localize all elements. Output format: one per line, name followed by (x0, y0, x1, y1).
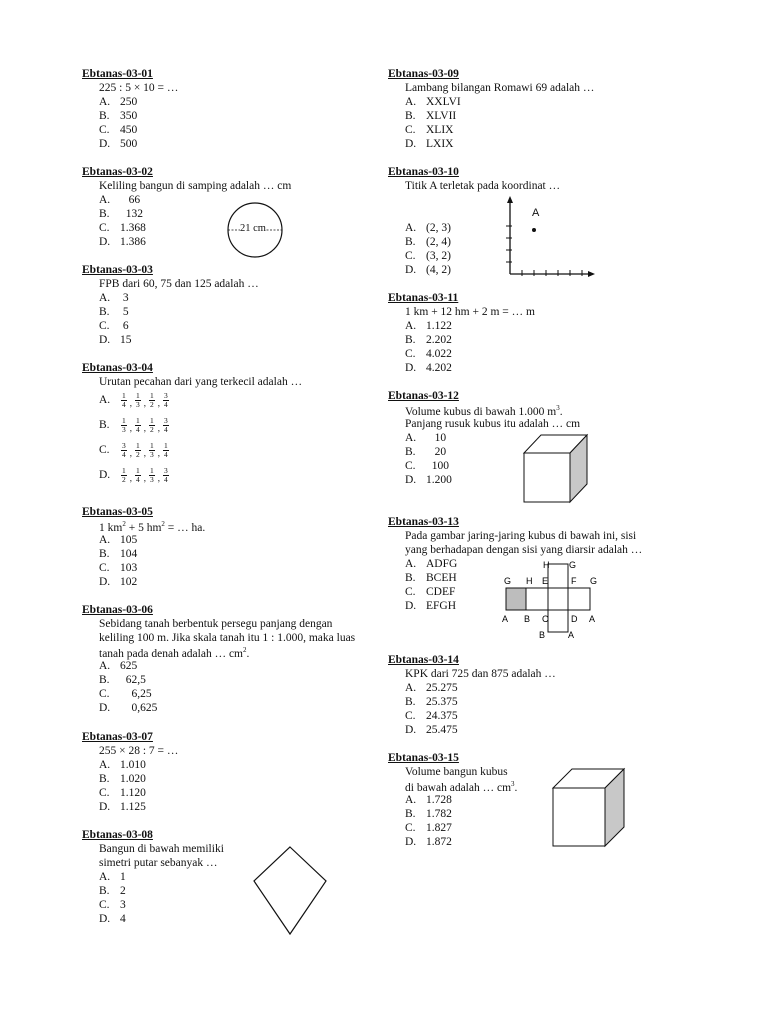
option-a: A. 66 (99, 194, 141, 206)
option-d: D. 0,625 (99, 702, 158, 714)
option-a: A. 105 (99, 534, 138, 546)
option-b: B. 62,5 (99, 674, 146, 686)
question-stem: 1 km + 12 hm + 2 m = … m (405, 306, 535, 318)
question-title: Ebtanas-03-15 (388, 752, 459, 764)
cube-net-figure (496, 560, 616, 644)
option-b: B. (2, 4) (405, 236, 451, 248)
net-face-4 (568, 588, 590, 610)
label-b-bot: B (524, 614, 531, 624)
question-stem: 255 × 28 : 7 = … (99, 745, 179, 757)
question-title: Ebtanas-03-06 (82, 604, 153, 616)
fraction: $\frac{3}{4}$ (164, 391, 168, 409)
label-d-bot: D (571, 614, 578, 624)
label-g-top: G (569, 560, 577, 570)
fraction: $\frac{1}{2}$ (122, 466, 126, 484)
question-stem-line-2: keliling 100 m. Jika skala tanah itu 1 : 1.000, maka luas (99, 632, 356, 644)
net-face-top (548, 564, 568, 588)
option-d: D. LXIX (405, 138, 454, 150)
question-title: Ebtanas-03-09 (388, 68, 459, 80)
circle-diameter-label: 21 cm (240, 223, 266, 234)
option-c: C. 6,25 (99, 688, 152, 700)
option-c: C. 103 (99, 562, 138, 574)
option-b: B. BCEH (405, 572, 457, 584)
option-d: D. 1.872 (405, 836, 452, 848)
question-stem-line-2: di bawah adalah … $cm^3$. (405, 780, 518, 794)
option-d: D. 1.200 (405, 474, 452, 486)
x-ticks (522, 270, 582, 276)
question-title: Ebtanas-03-11 (388, 292, 459, 304)
label-g-right: G (590, 576, 598, 586)
label-b-low: B (539, 630, 546, 640)
question-stem: Titik A terletak pada koordinat … (405, 180, 561, 192)
option-c: C. 100 (405, 460, 449, 472)
net-face-3 (548, 588, 568, 610)
option-b: B. 5 (99, 306, 129, 318)
option-a: A. ADFG (405, 558, 458, 570)
option-c: C. 6 (99, 320, 129, 332)
label-e-mid: E (542, 576, 549, 586)
question-title: Ebtanas-03-14 (388, 654, 459, 666)
option-d: D. 25.475 (405, 724, 458, 736)
option-c: C. 450 (99, 124, 138, 136)
question-stem: Keliling bangun di samping adalah … cm (99, 180, 292, 192)
option-b: B. 1.020 (99, 773, 146, 785)
coordinate-grid (500, 196, 596, 280)
option-b: B. 20 (405, 446, 447, 458)
question-stem-line-1: Sebidang tanah berbentuk persegu panjang dengan (99, 618, 333, 630)
question-stem: 1 $km^2 + 5$ $hm^2$ = … ha. (99, 520, 206, 534)
option-b: B. 132 (99, 208, 143, 220)
option-b: B. 1.782 (405, 808, 452, 820)
option-a: A. 1.122 (405, 320, 452, 332)
fraction: $\frac{3}{4}$ (164, 416, 168, 434)
option-c: C. (3, 2) (405, 250, 451, 262)
question-stem-line-2: simetri putar sebanyak … (99, 857, 218, 869)
fraction: $\frac{1}{4}$ (164, 441, 168, 459)
option-c: C. 1.368 (99, 222, 146, 234)
question-title: Ebtanas-03-13 (388, 516, 459, 528)
label-c-bot: C (542, 614, 549, 624)
cube-figure (552, 768, 628, 850)
label-g-left: G (504, 576, 512, 586)
option-d: D. 500 (99, 138, 138, 150)
question-title: Ebtanas-03-12 (388, 390, 459, 402)
option-a: A. XXLVI (405, 96, 461, 108)
question-title: Ebtanas-03-08 (82, 829, 153, 841)
option-c: C. 4.022 (405, 348, 452, 360)
option-a: A. 25.275 (405, 682, 458, 694)
fraction: $\frac{1}{2}$ (150, 391, 154, 409)
question-title: Ebtanas-03-10 (388, 166, 459, 178)
question-stem: Lambang bilangan Romawi 69 adalah … (405, 82, 595, 94)
option-d: D. 4.202 (405, 362, 452, 374)
net-face-bottom (548, 610, 568, 632)
y-axis-arrow (507, 196, 513, 203)
cube-front (524, 453, 570, 502)
point-a (532, 228, 536, 232)
option-b: B. 25.375 (405, 696, 458, 708)
option-c: C. 3 (99, 899, 126, 911)
option-d: D. (4, 2) (405, 264, 451, 276)
option-c: C. 1.120 (99, 787, 146, 799)
fraction: $\frac{1}{2}$ (150, 416, 154, 434)
option-a: A. 250 (99, 96, 138, 108)
question-stem: KPK dari 725 dan 875 adalah … (405, 668, 556, 680)
option-d: D. $\frac{1}{2}$ $_,$ $\frac{1}{4}$ $_,$ $\frac{1}{3}$ $_,$ $\frac{3}{4}$ (99, 466, 168, 484)
option-a: A. 1.010 (99, 759, 146, 771)
fraction: $\frac{1}{2}$ (136, 441, 140, 459)
question-stem-line-1: Volume bangun kubus (405, 766, 508, 778)
question-title: Ebtanas-03-04 (82, 362, 153, 374)
label-h-top: H (543, 560, 550, 570)
option-b: B. $\frac{1}{3}$ $_,$ $\frac{1}{4}$ $_,$ $\frac{1}{2}$ $_,$ $\frac{3}{4}$ (99, 416, 168, 434)
fraction: $\frac{1}{4}$ (136, 416, 140, 434)
question-title: Ebtanas-03-03 (82, 264, 153, 276)
y-ticks (506, 226, 512, 262)
fraction: $\frac{3}{4}$ (164, 466, 168, 484)
option-d: D. 15 (99, 334, 132, 346)
option-c: C. $\frac{3}{4}$ $_,$ $\frac{1}{2}$ $_,$ $\frac{1}{3}$ $_,$ $\frac{1}{4}$ (99, 441, 168, 459)
option-d: D. EFGH (405, 600, 457, 612)
option-a: A. 10 (405, 432, 447, 444)
option-b: B. XLVII (405, 110, 457, 122)
net-face-2 (526, 588, 548, 610)
option-c: C. XLIX (405, 124, 454, 136)
label-h-mid: H (526, 576, 533, 586)
option-a: A. 3 (99, 292, 129, 304)
option-d: D. 102 (99, 576, 138, 588)
option-c: C. 1.827 (405, 822, 452, 834)
option-d: D. 1.386 (99, 236, 146, 248)
question-stem-line-3: tanah pada denah adalah … $cm^2$. (99, 646, 250, 660)
option-a: A. 1.728 (405, 794, 452, 806)
option-c: C. CDEF (405, 586, 456, 598)
fraction: $\frac{1}{3}$ (136, 391, 140, 409)
fraction: $\frac{1}{4}$ (136, 466, 140, 484)
option-a: A. (2, 3) (405, 222, 451, 234)
fraction: $\frac{1}{3}$ (150, 466, 154, 484)
question-stem-line-2: yang berhadapan dengan sisi yang diarsir adalah … (405, 544, 643, 556)
question-stem-line-1: Bangun di bawah memiliki (99, 843, 224, 855)
cube-front (553, 788, 605, 846)
kite-shape (254, 847, 326, 934)
question-title: Ebtanas-03-01 (82, 68, 153, 80)
x-axis-arrow (588, 271, 595, 277)
net-face-shaded (506, 588, 526, 610)
option-b: B. 350 (99, 110, 138, 122)
option-b: B. 2 (99, 885, 126, 897)
question-title: Ebtanas-03-07 (82, 731, 153, 743)
option-d: D. 4 (99, 913, 126, 925)
label-a-left: A (502, 614, 509, 624)
question-stem: Urutan pecahan dari yang terkecil adalah … (99, 376, 303, 388)
label-a-right: A (589, 614, 596, 624)
label-a-low: A (568, 630, 575, 640)
option-c: C. 24.375 (405, 710, 458, 722)
option-a: A. $\frac{1}{4}$ $_,$ $\frac{1}{3}$ $_,$ $\frac{1}{2}$ $_,$ $\frac{3}{4}$ (99, 391, 168, 409)
question-stem: FPB dari 60, 75 dan 125 adalah … (99, 278, 259, 290)
point-a-label: A (532, 207, 540, 219)
option-b: B. 2.202 (405, 334, 452, 346)
fraction: $\frac{3}{4}$ (122, 441, 126, 459)
label-f-mid: F (571, 576, 577, 586)
fraction: $\frac{1}{3}$ (122, 416, 126, 434)
question-stem-line-2: Panjang rusuk kubus itu adalah … cm (405, 418, 581, 430)
question-stem: 225 : 5 × 10 = … (99, 82, 179, 94)
fraction: $\frac{1}{3}$ (150, 441, 154, 459)
question-stem-line-1: Volume kubus di bawah 1.000 $m^3$. (405, 404, 563, 418)
option-a: A. 1 (99, 871, 126, 883)
option-a: A. 625 (99, 660, 138, 672)
kite-figure (252, 845, 328, 937)
fraction: $\frac{1}{4}$ (122, 391, 126, 409)
question-stem-line-1: Pada gambar jaring-jaring kubus di bawah ini, sisi (405, 530, 637, 542)
cube-figure (523, 434, 589, 504)
question-title: Ebtanas-03-05 (82, 506, 153, 518)
option-d: D. 1.125 (99, 801, 146, 813)
option-b: B. 104 (99, 548, 138, 560)
question-title: Ebtanas-03-02 (82, 166, 153, 178)
